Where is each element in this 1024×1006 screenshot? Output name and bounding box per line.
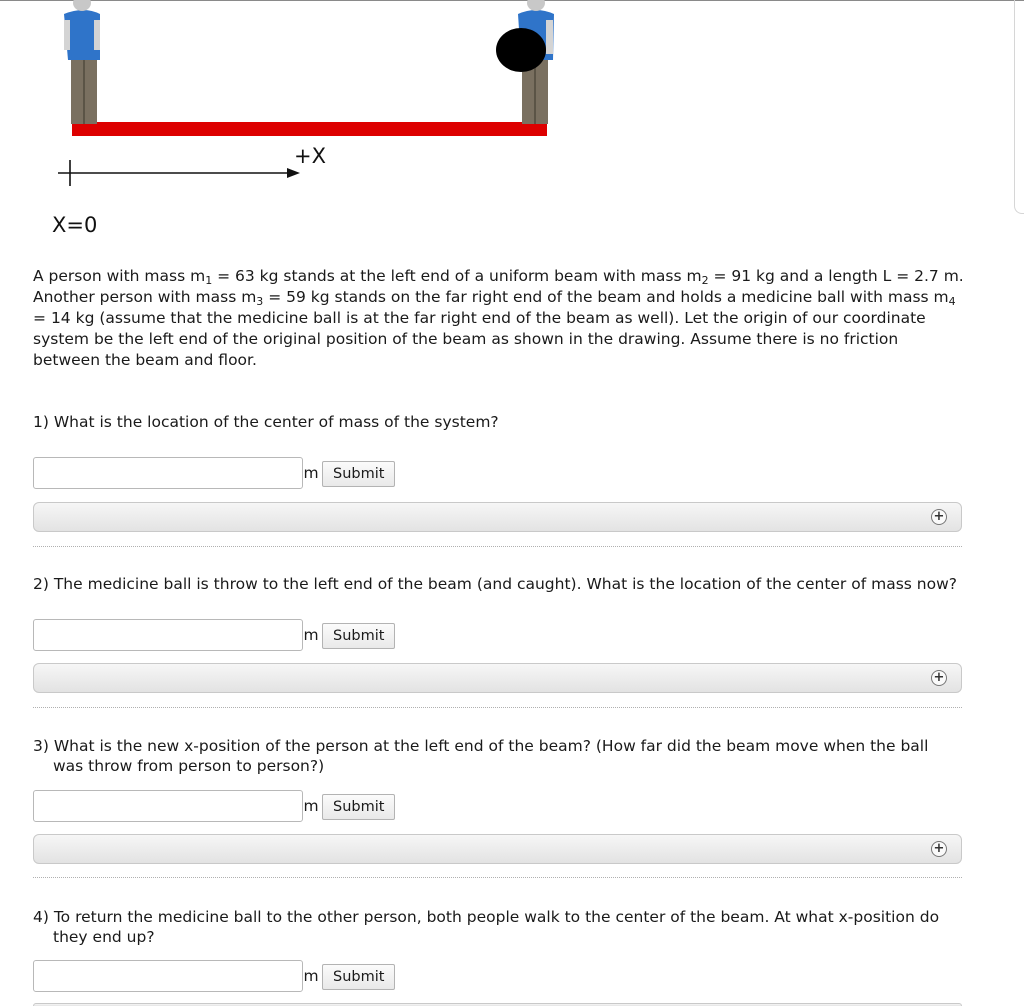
- question-4: 4) To return the medicine ball to the other person, both people walk to the center of the beam. At what x-position do they end up?: [33, 908, 940, 946]
- hint-toggle-3[interactable]: [33, 834, 962, 864]
- problem-text: 14 kg (assume that the medicine ball is at the far right end of the beam as well). Let the origin of our coordinate system be the left end of the original position of the beam as shown in the drawing. Assume there is no friction between the beam and floor.: [33, 309, 926, 369]
- expand-plus-icon: +: [931, 841, 947, 857]
- axis-label-plus-x: +X: [294, 144, 326, 168]
- answer-input-3[interactable]: [33, 790, 303, 822]
- unit-label-2: m: [303, 626, 319, 644]
- divider: [33, 707, 962, 708]
- submit-button-4[interactable]: Submit: [322, 964, 395, 990]
- hint-toggle-2[interactable]: [33, 663, 962, 693]
- unit-label-3: m: [303, 797, 319, 815]
- side-panel-edge: [1014, 0, 1024, 214]
- divider: [33, 877, 962, 878]
- answer-input-1[interactable]: [33, 457, 303, 489]
- submit-button-2[interactable]: Submit: [322, 623, 395, 649]
- divider: [33, 546, 962, 547]
- problem-text: =: [33, 309, 46, 327]
- problem-text: = 63 kg stands at the left end of a uniform beam with mass m: [212, 267, 702, 285]
- beam: [72, 122, 547, 136]
- unit-label-1: m: [303, 464, 319, 482]
- left-person: [64, 0, 100, 124]
- medicine-ball: [496, 28, 546, 72]
- axis-label-origin: X=0: [52, 213, 98, 237]
- problem-text: = 59 kg stands on the far right end of the beam and holds a medicine ball with mass m: [263, 288, 949, 306]
- problem-figure: [0, 0, 600, 250]
- question-2: 2) The medicine ball is throw to the left end of the beam (and caught). What is the location of the center of mass now?: [33, 575, 957, 593]
- answer-input-4[interactable]: [33, 960, 303, 992]
- problem-statement: [33, 266, 968, 371]
- submit-button-3[interactable]: Submit: [322, 794, 395, 820]
- problem-text: A person with mass m: [33, 267, 206, 285]
- question-1: 1) What is the location of the center of mass of the system?: [33, 413, 499, 431]
- expand-plus-icon: +: [931, 509, 947, 525]
- x-axis-arrow: [287, 168, 300, 178]
- subscript: 2: [701, 274, 709, 287]
- answer-input-2[interactable]: [33, 619, 303, 651]
- question-3: 3) What is the new x-position of the person at the left end of the beam? (How far did the beam move when the ball was throw from person to person?): [33, 737, 929, 775]
- subscript: 4: [948, 295, 956, 308]
- expand-plus-icon: +: [931, 670, 947, 686]
- submit-button-1[interactable]: Submit: [322, 461, 395, 487]
- problem-text: = 91 kg and a length L = 2.7 m.: [708, 267, 964, 285]
- hint-toggle-1[interactable]: [33, 502, 962, 532]
- subscript: 3: [256, 295, 264, 308]
- unit-label-4: m: [303, 967, 319, 985]
- problem-text: Another person with mass m: [33, 288, 257, 306]
- subscript: 1: [205, 274, 213, 287]
